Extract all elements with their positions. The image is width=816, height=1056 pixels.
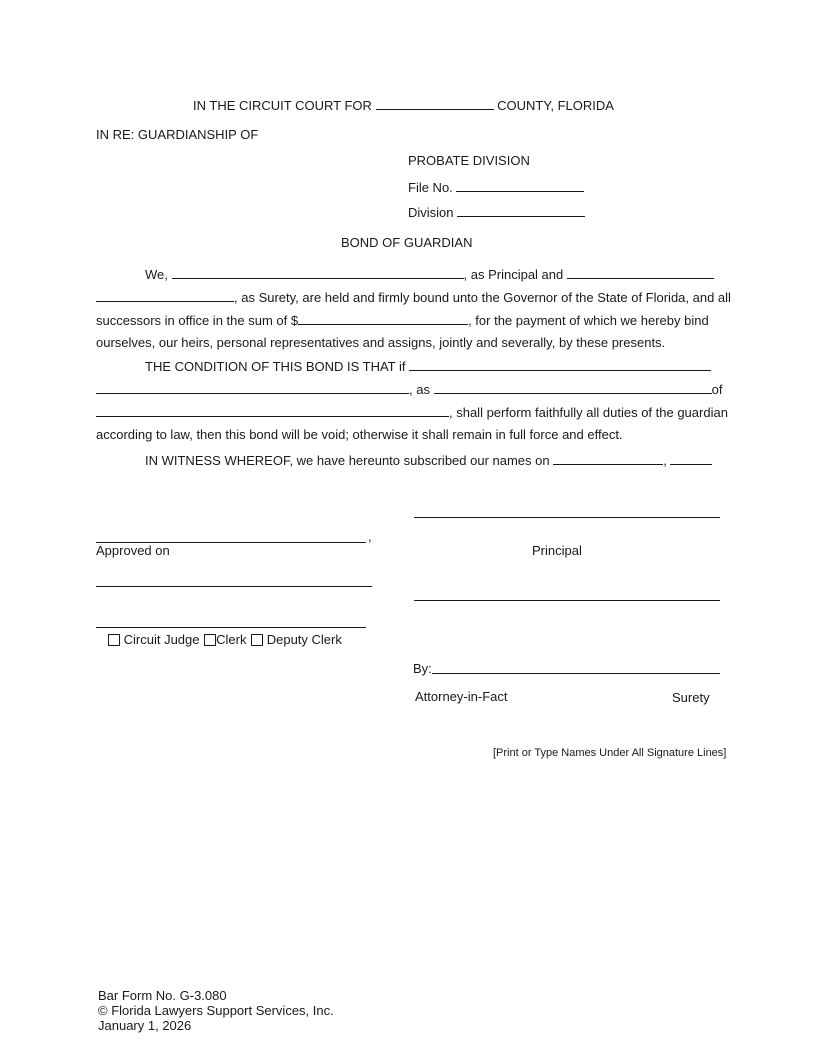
approved-comma: , bbox=[368, 529, 372, 544]
deputy-clerk-checkbox[interactable] bbox=[251, 634, 263, 646]
guardian-name-blank-1[interactable] bbox=[409, 358, 711, 371]
witness-comma: , bbox=[663, 453, 667, 468]
print-names-note: [Print or Type Names Under All Signature Lines] bbox=[493, 747, 727, 759]
probate-division: PROBATE DIVISION bbox=[408, 153, 530, 168]
body-line-1 bbox=[145, 266, 714, 283]
body-line-7 bbox=[96, 404, 728, 421]
court-caption bbox=[193, 97, 614, 114]
judge-signature-line[interactable] bbox=[96, 586, 372, 587]
court-suffix: COUNTY, FLORIDA bbox=[497, 98, 614, 113]
county-blank[interactable] bbox=[376, 97, 494, 110]
body-line-4: ourselves, our heirs, personal representatives and assigns, jointly and severally, by these presents. bbox=[96, 335, 666, 350]
approved-on-label: Approved on bbox=[96, 543, 170, 558]
of-text: of bbox=[711, 382, 723, 397]
body-line-6 bbox=[96, 381, 722, 398]
principal-name-blank[interactable] bbox=[172, 266, 464, 279]
body-line-2 bbox=[96, 289, 731, 306]
clerk-checkbox[interactable] bbox=[204, 634, 216, 646]
circuit-judge-label: Circuit Judge bbox=[123, 632, 200, 647]
body-line-8: according to law, then this bond will be void; otherwise it shall remain in full force and effect. bbox=[96, 427, 623, 442]
deputy-clerk-label: Deputy Clerk bbox=[266, 632, 342, 647]
guardian-capacity-blank[interactable] bbox=[434, 381, 712, 394]
ward-name-blank[interactable] bbox=[96, 404, 449, 417]
as-surety-text: , as Surety, are held and firmly bound unto the Governor of the State of Florida, and all bbox=[234, 290, 731, 305]
circuit-judge-checkbox[interactable] bbox=[108, 634, 120, 646]
file-no-label: File No. bbox=[408, 180, 453, 195]
witness-text: IN WITNESS WHEREOF, we have hereunto subscribed our names on bbox=[145, 453, 550, 468]
payment-text: , for the payment of which we hereby bind bbox=[468, 313, 709, 328]
sum-amount-blank[interactable] bbox=[298, 312, 468, 325]
attorney-signature-line[interactable] bbox=[432, 673, 720, 674]
division-label: Division bbox=[408, 205, 454, 220]
sum-text: successors in office in the sum of $ bbox=[96, 313, 299, 328]
court-prefix: IN THE CIRCUIT COURT FOR bbox=[193, 98, 372, 113]
surety-label: Surety bbox=[672, 690, 710, 705]
witness-year-blank[interactable] bbox=[670, 452, 712, 465]
form-number: Bar Form No. G-3.080 bbox=[98, 988, 227, 1003]
in-re-label: IN RE: GUARDIANSHIP OF bbox=[96, 127, 259, 142]
perform-text: , shall perform faithfully all duties of the guardian bbox=[449, 405, 728, 420]
surety-signature-line[interactable] bbox=[414, 600, 720, 601]
body-line-9 bbox=[145, 452, 712, 469]
body-line-5 bbox=[145, 358, 711, 375]
file-no-row bbox=[408, 179, 584, 196]
as-text: , as bbox=[409, 382, 430, 397]
as-principal-text: , as Principal and bbox=[463, 267, 564, 282]
surety-name-blank-2[interactable] bbox=[96, 289, 234, 302]
principal-label: Principal bbox=[532, 543, 582, 558]
file-no-blank[interactable] bbox=[456, 179, 584, 192]
body-line-3 bbox=[96, 312, 709, 329]
principal-signature-line[interactable] bbox=[414, 517, 720, 518]
document-title: BOND OF GUARDIAN bbox=[341, 235, 473, 250]
condition-text: THE CONDITION OF THIS BOND IS THAT if bbox=[145, 359, 406, 374]
judge-name-line[interactable] bbox=[96, 627, 366, 628]
witness-date-blank[interactable] bbox=[553, 452, 663, 465]
copyright: © Florida Lawyers Support Services, Inc. bbox=[98, 1003, 334, 1018]
by-label: By: bbox=[413, 661, 432, 676]
judge-role-options bbox=[108, 632, 342, 648]
clerk-label: Clerk bbox=[216, 632, 247, 647]
guardian-name-blank-2[interactable] bbox=[96, 381, 409, 394]
division-blank[interactable] bbox=[457, 204, 585, 217]
surety-name-blank-1[interactable] bbox=[567, 266, 714, 279]
division-row bbox=[408, 204, 585, 221]
form-date: January 1, 2026 bbox=[98, 1018, 192, 1033]
we-label: We, bbox=[145, 267, 168, 282]
attorney-in-fact-label: Attorney-in-Fact bbox=[415, 689, 508, 704]
